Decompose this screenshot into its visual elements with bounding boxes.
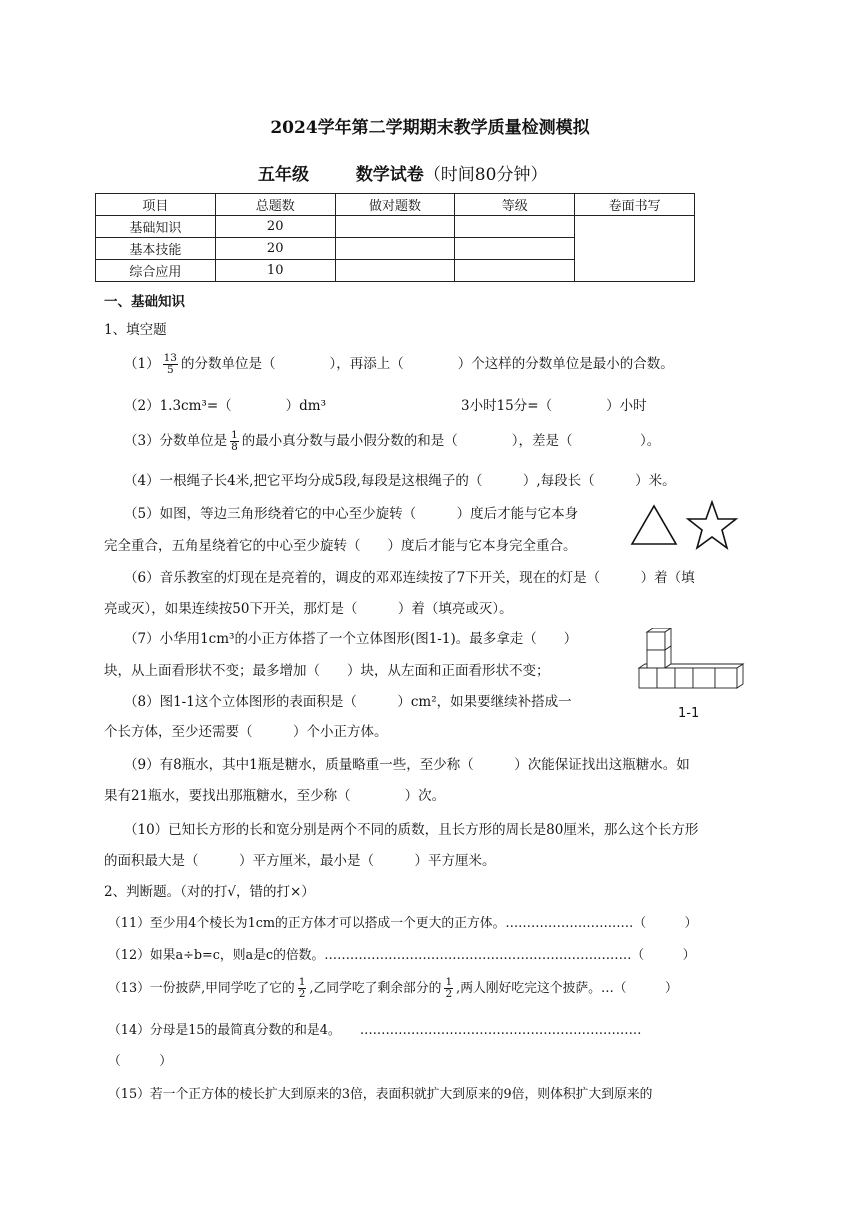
question-text: ,两人刚好吃完这个披萨。…（ ） <box>456 981 678 996</box>
fraction-numerator: 1 <box>445 976 453 988</box>
question-6-line2: 亮或灭），如果连续按50下开关，那灯是（ ）着（填亮或灭）。 <box>104 601 513 617</box>
grade-cell[interactable] <box>455 216 575 238</box>
question-7-line1: （7）小华用1cm³的小正方体搭了一个立体图形(图1-1)。最多拿走（ ） <box>124 631 578 647</box>
correct-count-cell[interactable] <box>335 260 455 282</box>
fraction <box>163 353 178 376</box>
handwriting-cell[interactable] <box>575 216 695 282</box>
correct-count-cell[interactable] <box>335 238 455 260</box>
row-item: 综合应用 <box>96 260 216 282</box>
paper-subtitle <box>258 160 547 185</box>
row-total: 20 <box>215 238 335 260</box>
row-item: 基础知识 <box>96 216 216 238</box>
fraction-numerator: 13 <box>163 352 177 364</box>
col-header: 项目 <box>96 194 216 216</box>
question-text: 的分数单位是（ ），再添上（ ）个这样的分数单位是最小的合数。 <box>180 356 674 372</box>
fraction-denominator: 2 <box>298 988 306 1000</box>
fraction <box>298 977 307 1000</box>
question-9-line1: （9）有8瓶水，其中1瓶是糖水，质量略重一些，至少称（ ）次能保证找出这瓶糖水。如 <box>124 757 690 773</box>
fraction-numerator: 1 <box>298 976 306 988</box>
grade-cell[interactable] <box>455 238 575 260</box>
question-text: 的最小真分数与最小假分数的和是（ ），差是（ ）。 <box>241 433 661 449</box>
fraction <box>230 430 239 453</box>
grade-cell[interactable] <box>455 260 575 282</box>
question-4: （4）一根绳子长4米,把它平均分成5段,每段是这根绳子的（ ）,每段长（ ）米。 <box>124 473 676 489</box>
col-header: 卷面书写 <box>575 194 695 216</box>
question-5-line2: 完全重合，五角星绕着它的中心至少旋转（ ）度后才能与它本身完全重合。 <box>104 538 577 554</box>
col-header: 总题数 <box>215 194 335 216</box>
table-row <box>96 216 695 238</box>
fraction-numerator: 1 <box>231 429 238 441</box>
part-title-true-false: 2、判断题。（对的打√，错的打×） <box>104 884 315 900</box>
part-title-fill-blank: 1、填空题 <box>104 322 167 338</box>
question-2: （2）1.3cm³=（ ）dm³ 3小时15分=（ ）小时 <box>124 398 647 414</box>
page-title: 2024学年第二学期期末教学质量检测模拟 <box>270 118 590 138</box>
question-14-line1: （14）分母是15的最简真分数的和是4。 ………………………………………………………… <box>108 1023 642 1038</box>
col-header: 做对题数 <box>335 194 455 216</box>
question-10-line2: 的面积最大是（ ）平方厘米，最小是（ ）平方厘米。 <box>104 853 496 869</box>
question-11: （11）至少用4个棱长为1cm的正方体才可以搭成一个更大的正方体。…………………………（ ） <box>108 916 698 931</box>
fraction-denominator: 5 <box>166 364 174 376</box>
question-13 <box>108 972 678 1006</box>
score-table-header <box>96 194 695 216</box>
correct-count-cell[interactable] <box>335 216 455 238</box>
question-8-line1: （8）图1-1这个立体图形的表面积是（ ）cm²，如果要继续补搭成一 <box>124 694 572 710</box>
question-14-line2: （ ） <box>108 1054 172 1069</box>
time-note: （时间80分钟） <box>423 165 548 185</box>
row-total: 20 <box>215 216 335 238</box>
question-7-line2: 块，从上面看形状不变；最多增加（ ）块，从左面和正面看形状不变； <box>104 663 550 679</box>
question-10-line1: （10）已知长方形的长和宽分别是两个不同的质数，且长方形的周长是80厘米，那么这个长方形 <box>124 822 699 838</box>
cube-structure-figure <box>635 628 747 694</box>
row-item: 基本技能 <box>96 238 216 260</box>
question-15: （15）若一个正方体的棱长扩大到原来的3倍，表面积就扩大到原来的9倍，则体积扩大到原来的 <box>108 1087 653 1102</box>
question-3 <box>124 426 660 456</box>
question-1 <box>124 347 674 381</box>
question-text: （3）分数单位是 <box>124 433 228 449</box>
question-number: （1） <box>124 356 160 372</box>
equilateral-triangle-icon <box>632 506 676 544</box>
triangle-star-figure <box>630 500 740 552</box>
question-6-line1: （6）音乐教室的灯现在是亮着的，调皮的邓邓连续按了7下开关，现在的灯是（ ）着（填 <box>124 570 695 586</box>
section-title: 一、基础知识 <box>104 294 185 310</box>
star-icon <box>688 502 736 548</box>
question-5-line1: （5）如图，等边三角形绕着它的中心至少旋转（ ）度后才能与它本身 <box>124 506 579 522</box>
row-total: 10 <box>215 260 335 282</box>
fraction-denominator: 8 <box>231 441 238 453</box>
fraction <box>444 977 453 1000</box>
figure-caption: 1-1 <box>678 706 700 721</box>
question-text: （13）一份披萨,甲同学吃了它的 <box>108 981 295 996</box>
score-table <box>95 193 695 282</box>
subject-label: 数学试卷 <box>355 165 424 185</box>
question-8-line2: 个长方体，至少还需要（ ）个小正方体。 <box>104 724 388 740</box>
question-9-line2: 果有21瓶水，要找出那瓶糖水，至少称（ ）次。 <box>104 788 446 804</box>
question-text: ,乙同学吃了剩余部分的 <box>309 981 442 996</box>
fraction-denominator: 2 <box>445 988 453 1000</box>
question-12: （12）如果a÷b=c，则a是c的倍数。………………………………………………………………（ ） <box>108 948 696 963</box>
grade-label: 五年级 <box>258 165 309 185</box>
col-header: 等级 <box>455 194 575 216</box>
